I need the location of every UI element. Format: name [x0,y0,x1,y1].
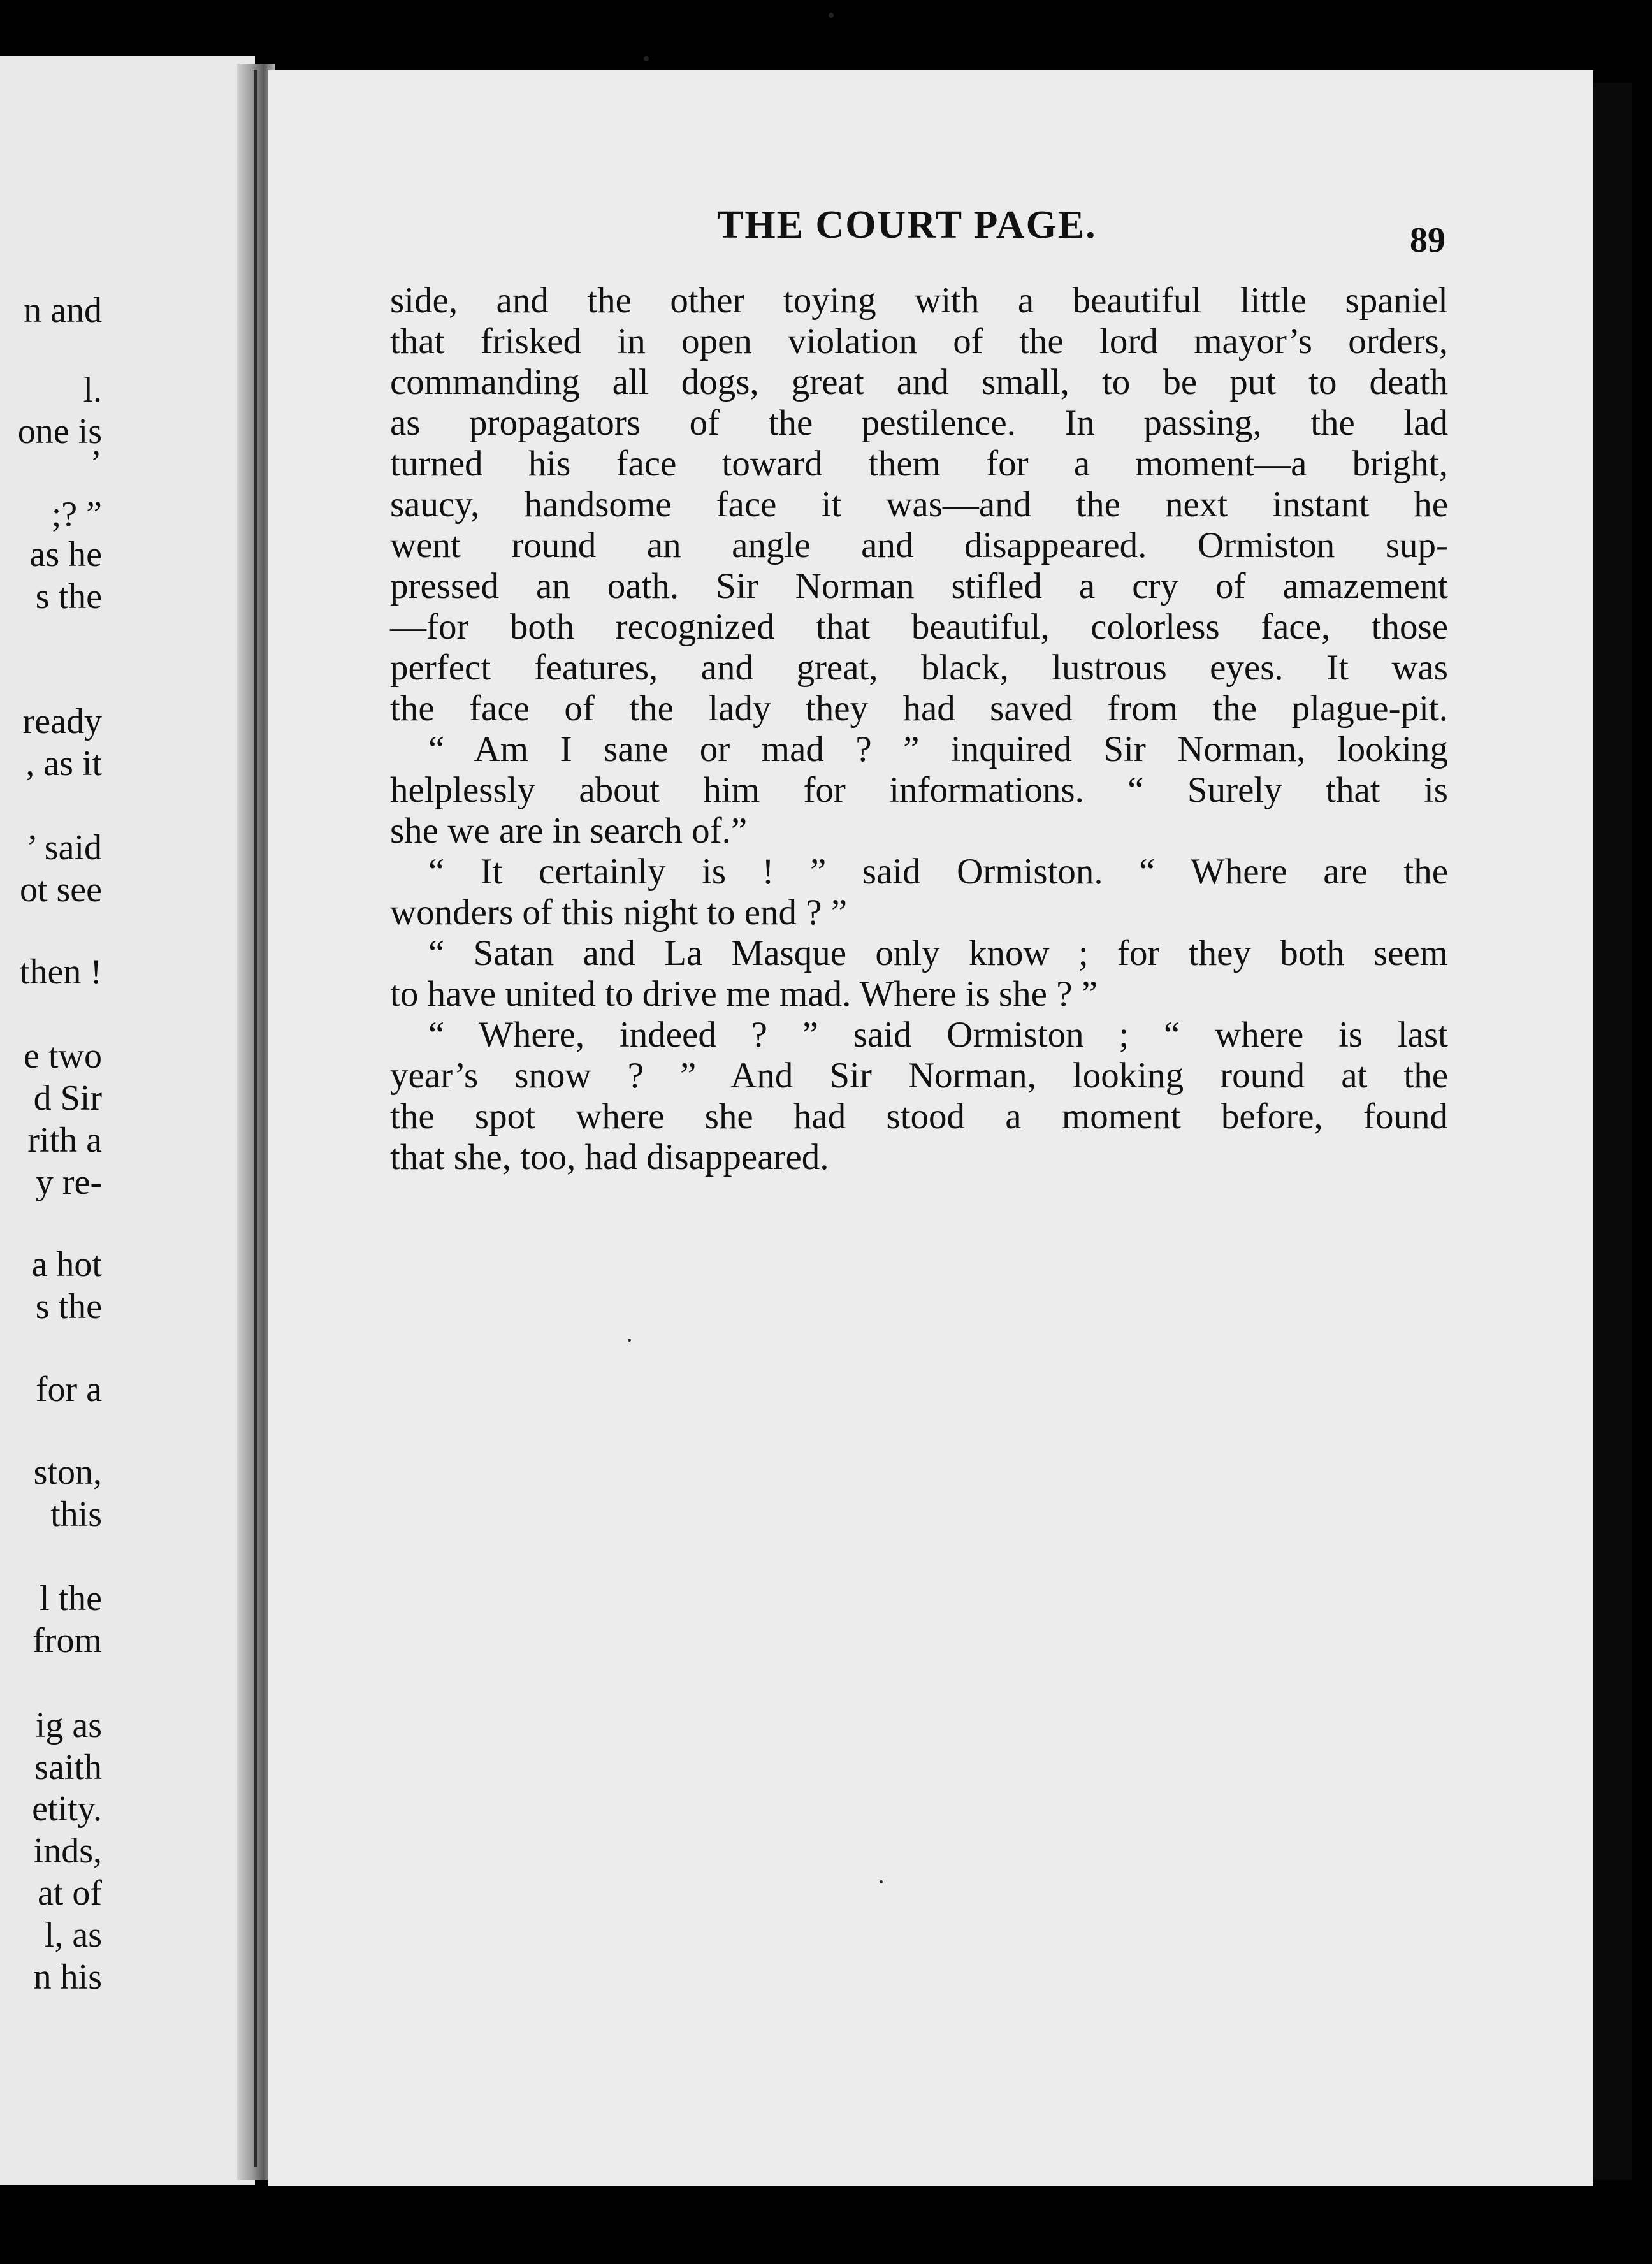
left-page-text-fragment: saith [34,1748,102,1787]
left-page-text-fragment: e two [24,1036,102,1076]
text-line: the face of the lady they had saved from the plague-pit. [390,688,1448,729]
left-page-text-fragment: l, as [44,1915,102,1955]
text-line: —for both recognized that beautiful, colorless face, those [390,607,1448,647]
left-page-text-fragment: then ! [19,952,102,992]
text-line: as propagators of the pestilence. In passing, the lad [390,403,1448,443]
left-page-text-fragment: for a [35,1370,102,1409]
left-page-text-fragment: one is [17,412,102,451]
left-page-text-fragment: ot see [19,870,102,910]
running-head: THE COURT PAGE. [717,203,1097,247]
right-page-edge-shadow [1593,83,1632,2180]
left-page-text-fragment: ston, [33,1453,102,1492]
left-page-text-fragment: ig as [35,1706,102,1745]
left-page-text-fragment: ready [22,702,102,741]
left-page-text-fragment: inds, [33,1831,102,1871]
left-page-text-fragment: l. [83,370,102,410]
text-line: went round an angle and disappeared. Ormiston sup- [390,525,1448,565]
text-line: “ Where, indeed ? ” said Ormiston ; “ where is last [428,1015,1448,1055]
left-page-text-fragment: s the [35,1287,102,1326]
left-page-text-fragment: n his [33,1957,102,1997]
text-line: year’s snow ? ” And Sir Norman, looking round at the [390,1056,1448,1096]
text-line: side, and the other toying with a beautiful little spaniel [390,280,1448,321]
left-page-text-fragment: etity. [32,1789,102,1829]
text-line: saucy, handsome face it was—and the next instant he [390,484,1448,525]
paper-speck [644,56,649,61]
body-text [390,280,1448,1178]
left-page-text-fragment: this [50,1495,102,1534]
left-page-text-fragment: ’ [90,444,102,483]
page-number: 89 [1410,221,1446,260]
left-page-text-fragment: , as it [25,744,102,783]
left-page-edge [0,56,255,2185]
text-line: that she, too, had disappeared. [390,1137,829,1177]
left-page-text-fragment: l the [40,1579,102,1618]
text-line: helplessly about him for informations. “ Surely that is [390,770,1448,810]
text-line: the spot where she had stood a moment before, found [390,1096,1448,1136]
left-page-text-fragment: ;? ” [51,495,102,534]
text-line: perfect features, and great, black, lustrous eyes. It was [390,648,1448,688]
text-line: “ Am I sane or mad ? ” inquired Sir Norman, looking [428,729,1448,769]
paper-speck [628,1339,631,1342]
text-line: wonders of this night to end ? ” [390,892,848,932]
paper-speck [829,13,834,18]
left-page-text-fragment: as he [29,535,102,574]
left-page-text-fragment: rith a [27,1121,102,1160]
left-page-text-fragment: ’ said [26,828,102,867]
left-page-text-fragment: s the [35,577,102,616]
left-page-text-fragment: y re- [35,1163,102,1202]
text-line: that frisked in open violation of the lord mayor’s orders, [390,321,1448,361]
text-line: “ It certainly is ! ” said Ormiston. “ Where are the [428,852,1448,892]
text-line: commanding all dogs, great and small, to be put to death [390,362,1448,402]
paper-speck [880,1880,883,1883]
text-line: turned his face toward them for a moment—a bright, [390,444,1448,484]
left-page-text-fragment: d Sir [33,1078,102,1118]
gutter-shadow-line [254,70,257,2167]
text-line: “ Satan and La Masque only know ; for they both seem [428,933,1448,973]
text-line: she we are in search of.” [390,811,748,851]
left-page-text-fragment: a hot [31,1245,102,1284]
left-page-text-fragment: from [33,1621,102,1660]
left-page-text-fragment: at of [37,1873,102,1913]
text-line: to have united to drive me mad. Where is she ? ” [390,974,1098,1014]
left-page-text-fragment: n and [24,291,102,330]
text-line: pressed an oath. Sir Norman stifled a cry of amazement [390,566,1448,606]
